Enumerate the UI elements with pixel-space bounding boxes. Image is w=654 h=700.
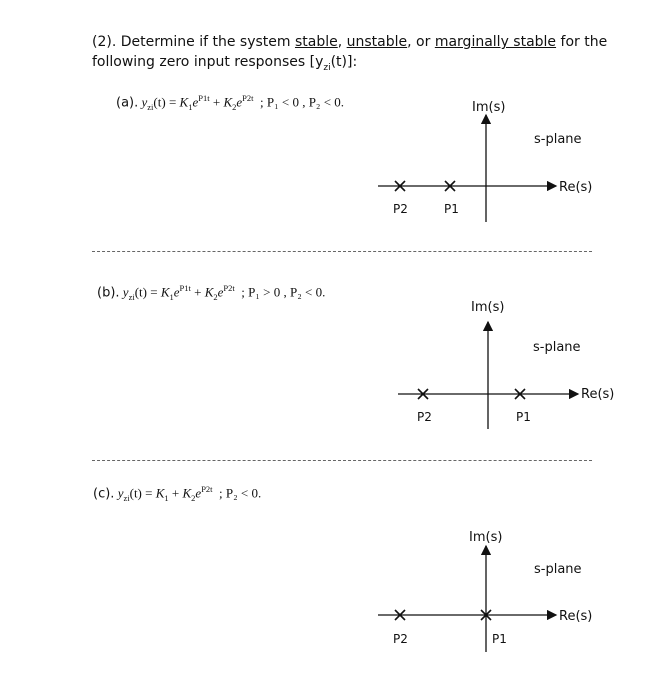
plane-a-plane-label: s-plane xyxy=(534,132,582,147)
word-unstable: unstable xyxy=(346,34,408,50)
formula-a-lhs-sub: zi xyxy=(147,101,154,112)
plane-b-p2-label: P2 xyxy=(417,410,432,424)
formula-b-k1-sub: 1 xyxy=(169,291,174,302)
sep-or: , or xyxy=(407,34,431,50)
formula-b-k2: K xyxy=(204,284,214,300)
formula-c-lhs: y xyxy=(117,485,124,501)
formula-b-e1: e xyxy=(173,284,180,300)
formula-b-e2: e xyxy=(217,284,224,300)
formula-b-condition: ; P₁ > 0 , P₂ < 0. xyxy=(241,284,326,300)
plane-b-im-label: Im(s) xyxy=(471,300,505,315)
formula-b-e2-sup: P2t xyxy=(223,283,235,293)
problem-text-end: (t)]: xyxy=(330,54,358,70)
formula-b-e1-sup: P1t xyxy=(179,283,191,293)
s-plane-a xyxy=(378,100,592,222)
word-marginally-stable: marginally stable xyxy=(434,34,557,50)
formula-b-plus: + xyxy=(194,284,202,300)
formula-b-t: (t) xyxy=(134,284,147,300)
word-stable: stable xyxy=(294,34,338,50)
formula-c-k2-sub: 2 xyxy=(191,492,196,503)
formula-a-e2: e xyxy=(236,94,243,110)
formula-a-e1: e xyxy=(192,94,199,110)
plane-a-im-label: Im(s) xyxy=(472,100,506,115)
formula-a-k2-sub: 2 xyxy=(232,101,237,112)
plane-b-re-label: Re(s) xyxy=(581,387,615,402)
plane-b-plane-label: s-plane xyxy=(533,340,581,355)
formula-b-lhs-sub: zi xyxy=(128,291,135,302)
plane-c-im-label: Im(s) xyxy=(469,530,503,545)
formula-c-plus: + xyxy=(171,485,180,501)
problem-text-pre: Determine if the system xyxy=(120,34,291,50)
plane-c-plane-label: s-plane xyxy=(534,562,582,577)
formula-a-plus: + xyxy=(212,94,221,110)
formula-b-eq: = xyxy=(150,284,158,300)
subscript-zi: zi xyxy=(323,62,331,73)
formula-a-lhs: y xyxy=(141,94,148,110)
formula-c-e2-sup: P2t xyxy=(201,484,213,494)
formula-c-k1: K xyxy=(155,485,165,501)
formula-c-lhs-sub: zi xyxy=(123,492,130,503)
plane-c-p2-label: P2 xyxy=(393,632,408,646)
plane-b-p1-label: P1 xyxy=(516,410,531,424)
plane-c-re-label: Re(s) xyxy=(559,609,593,624)
formula-a-e2-sup: P2t xyxy=(242,93,254,103)
formula-c-k2: K xyxy=(182,485,192,501)
plane-a-p2-label: P2 xyxy=(393,202,408,216)
s-plane-b xyxy=(398,300,614,429)
part-c-label: (c). xyxy=(93,486,115,502)
formula-a-condition: ; P₁ < 0 , P₂ < 0. xyxy=(259,94,345,110)
formula-a-k1-sub: 1 xyxy=(188,101,193,112)
formula-b-k1: K xyxy=(160,284,170,300)
formula-b-lhs: y xyxy=(122,284,129,300)
plane-c-p1-label: P1 xyxy=(492,632,507,646)
formula-c-condition: ; P₂ < 0. xyxy=(219,485,262,501)
problem-number: (2). xyxy=(92,34,117,50)
formula-c-eq: = xyxy=(145,485,153,501)
formula-c-e2: e xyxy=(195,485,202,501)
formula-a-eq: = xyxy=(168,94,177,110)
sep-comma: , xyxy=(337,34,343,50)
formula-b-k2-sub: 2 xyxy=(213,291,218,302)
s-plane-c xyxy=(378,530,592,652)
formula-c-k1-sub: 1 xyxy=(164,492,169,503)
plane-a-p1-label: P1 xyxy=(444,202,459,216)
problem-text-post: for the following zero input responses [y xyxy=(92,34,608,70)
formula-a-k1: K xyxy=(179,94,189,110)
part-a-label: (a). xyxy=(116,95,139,111)
formula-a-e1-sup: P1t xyxy=(198,93,210,103)
formula-c-t: (t) xyxy=(129,485,142,501)
plane-a-re-label: Re(s) xyxy=(559,180,593,195)
formula-a-k2: K xyxy=(223,94,233,110)
formula-a-t: (t) xyxy=(153,94,166,110)
part-b-label: (b). xyxy=(97,285,120,301)
